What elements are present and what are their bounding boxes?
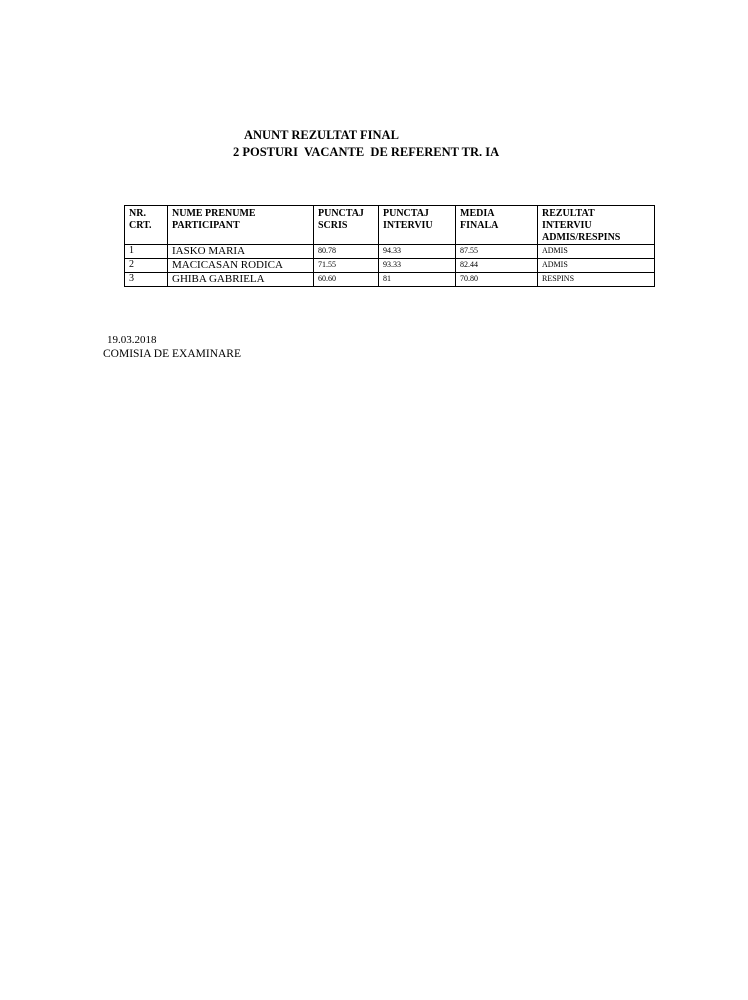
header-interview-line2: INTERVIU	[383, 220, 433, 231]
header-result-line2: INTERVIU	[542, 220, 592, 231]
header-interview-line1: PUNCTAJ	[383, 208, 429, 219]
header-result-line1: REZULTAT	[542, 208, 595, 219]
table-row	[125, 245, 655, 259]
cell-name: GHIBA GABRIELA	[168, 273, 314, 287]
header-nr-crt	[125, 206, 168, 245]
header-written-score	[314, 206, 379, 245]
cell-result: ADMIS	[538, 259, 655, 273]
table-header-row	[125, 206, 655, 245]
header-written-line1: PUNCTAJ	[318, 208, 364, 219]
cell-result: RESPINS	[538, 273, 655, 287]
header-name	[168, 206, 314, 245]
cell-nr: 3	[125, 273, 168, 287]
header-result-line3: ADMIS/RESPINS	[542, 232, 621, 243]
header-name-line2: PARTICIPANT	[172, 220, 240, 231]
document-date: 19.03.2018	[107, 334, 157, 346]
header-final-average	[456, 206, 538, 245]
document-subtitle: 2 POSTURI VACANTE DE REFERENT TR. IA	[233, 145, 500, 159]
cell-written-score: 80.78	[314, 245, 379, 259]
cell-interview-score: 81	[379, 273, 456, 287]
cell-nr: 1	[125, 245, 168, 259]
table-row	[125, 259, 655, 273]
header-average-line1: MEDIA	[460, 208, 495, 219]
cell-final-average: 82.44	[456, 259, 538, 273]
header-nr-line1: NR.	[129, 208, 146, 219]
cell-written-score: 60.60	[314, 273, 379, 287]
cell-interview-score: 93.33	[379, 259, 456, 273]
header-nr-line2: CRT.	[129, 220, 152, 231]
header-result	[538, 206, 655, 245]
header-interview-score	[379, 206, 456, 245]
cell-result: ADMIS	[538, 245, 655, 259]
cell-interview-score: 94.33	[379, 245, 456, 259]
cell-name: IASKO MARIA	[168, 245, 314, 259]
cell-nr: 2	[125, 259, 168, 273]
header-written-line2: SCRIS	[318, 220, 348, 231]
cell-written-score: 71.55	[314, 259, 379, 273]
commission-signature: COMISIA DE EXAMINARE	[103, 348, 241, 360]
document-title: ANUNT REZULTAT FINAL	[244, 128, 399, 142]
table-row	[125, 273, 655, 287]
header-name-line1: NUME PRENUME	[172, 208, 256, 219]
cell-final-average: 70.80	[456, 273, 538, 287]
header-average-line2: FINALA	[460, 220, 499, 231]
results-table	[124, 205, 655, 287]
cell-final-average: 87.55	[456, 245, 538, 259]
cell-name: MACICASAN RODICA	[168, 259, 314, 273]
